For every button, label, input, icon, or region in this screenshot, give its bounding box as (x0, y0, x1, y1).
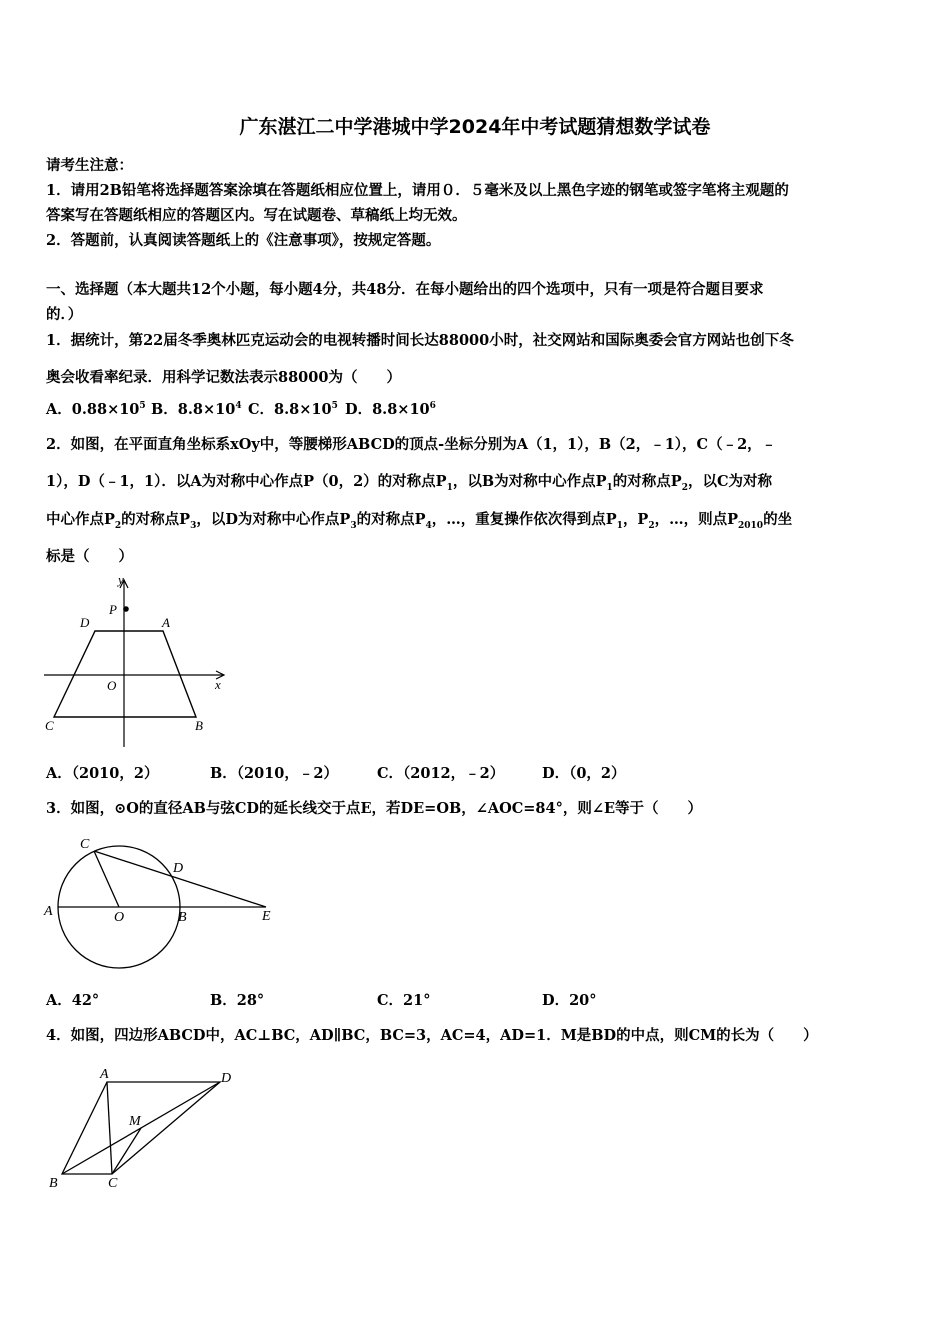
point-p (123, 606, 129, 612)
label-c: C (45, 718, 54, 733)
label-m: M (129, 1114, 141, 1129)
q3-option-a: A．42° (46, 992, 100, 1009)
q2-option-a: A．（2010，2） (46, 765, 159, 782)
q2-option-c: C．（2012，﹣2） (377, 765, 505, 782)
line-ac (107, 1082, 112, 1174)
q2-line-2: 1），D（﹣1，1）．以A为对称中心作点P（0，2）的对称点$P_1$，以B为对称中心作点$P_1$的对称点$P_2$，以C为对称 (46, 473, 772, 493)
label-c: C (80, 837, 90, 852)
label-a: A (44, 904, 53, 919)
notice-line-3: 2．答题前，认真阅读答题纸上的《注意事项》，按规定答题。 (46, 232, 441, 249)
label-o: O (114, 910, 125, 925)
q3-option-b: B．28° (210, 992, 265, 1009)
q2-trapezoid-figure (40, 572, 230, 750)
q3-option-c: C．21° (377, 992, 431, 1009)
label-e: E (262, 909, 271, 924)
notice-heading: 请考生注意： (46, 157, 133, 174)
label-a: A (162, 615, 170, 630)
label-d: D (221, 1071, 232, 1086)
notice-line-2: 答案写在答题纸相应的答题区内。写在试题卷、草稿纸上均无效。 (46, 207, 467, 224)
label-b: B (178, 910, 187, 925)
page-title: 广东湛江二中学港城中学2024年中考试题猜想数学试卷 (239, 116, 711, 138)
q2-line-3: 中心作点$P_2$的对称点$P_3$，以D为对称中心作点$P_3$的对称点$P_4$，…，重复操作依次得到点$P_1$，$P_2$，…，则点$P_{2010}$的坐 (46, 511, 793, 531)
q1-option-b: B．$8.8\times 10^4$ (151, 401, 242, 418)
q3-text: 3．如图，⊙O的直径AB与弦CD的延长线交于点E，若DE=OB，∠AOC=84°，则∠E等于（ ） (46, 800, 703, 817)
notice-line-1: 1．请用2B铅笔将选择题答案涂填在答题纸相应位置上，请用０．５毫米及以上黑色字迹的钢笔或签字笔将主观题的 (46, 182, 789, 199)
x-axis-label: x (215, 677, 221, 692)
label-b: B (195, 718, 203, 733)
section-heading-2: 的．） (46, 306, 83, 323)
line-co (94, 851, 119, 907)
q2-option-b: B．（2010，﹣2） (210, 765, 338, 782)
q2-option-d: D．（0，2） (542, 765, 626, 782)
label-d: D (80, 615, 90, 630)
q1-option-a: A．$0.88\times 10^5$ (46, 401, 146, 418)
q1-line-1: 1．据统计，第22届冬季奥林匹克运动会的电视转播时间长达88000小时，社交网站和国际奥委会官方网站也创下冬 (46, 332, 794, 349)
q1-option-c: C．$8.8\times 10^5$ (248, 401, 338, 418)
q3-option-d: D．20° (542, 992, 597, 1009)
y-axis-label: y (118, 572, 124, 587)
label-d: D (173, 861, 184, 876)
q3-circle-figure (40, 830, 290, 970)
line-cm (112, 1128, 141, 1174)
q4-quadrilateral-figure (40, 1062, 250, 1197)
q1-option-d: D．$8.8\times 10^6$ (345, 401, 436, 418)
q1-line-2: 奥会收看率纪录．用科学记数法表示88000为（ ） (46, 369, 401, 386)
trapezoid-abcd (54, 631, 196, 717)
label-a: A (100, 1067, 109, 1082)
label-c: C (108, 1176, 118, 1191)
q2-line-4: 标是（ ） (46, 548, 133, 565)
label-o: O (107, 678, 117, 693)
label-p: P (109, 602, 117, 617)
section-heading-1: 一、选择题（本大题共12个小题，每小题4分，共48分．在每小题给出的四个选项中，只有一项是符合题目要求 (46, 281, 764, 298)
label-b: B (49, 1176, 58, 1191)
q4-text: 4．如图，四边形ABCD中，AC⊥BC，AD∥BC，BC=3，AC=4，AD=1．M是BD的中点，则CM的长为（ ） (46, 1027, 818, 1044)
q2-line-1: 2．如图，在平面直角坐标系xOy中，等腰梯形ABCD的顶点-坐标分别为A（1，1），B（2，﹣1），C（﹣2，﹣ (46, 436, 777, 453)
